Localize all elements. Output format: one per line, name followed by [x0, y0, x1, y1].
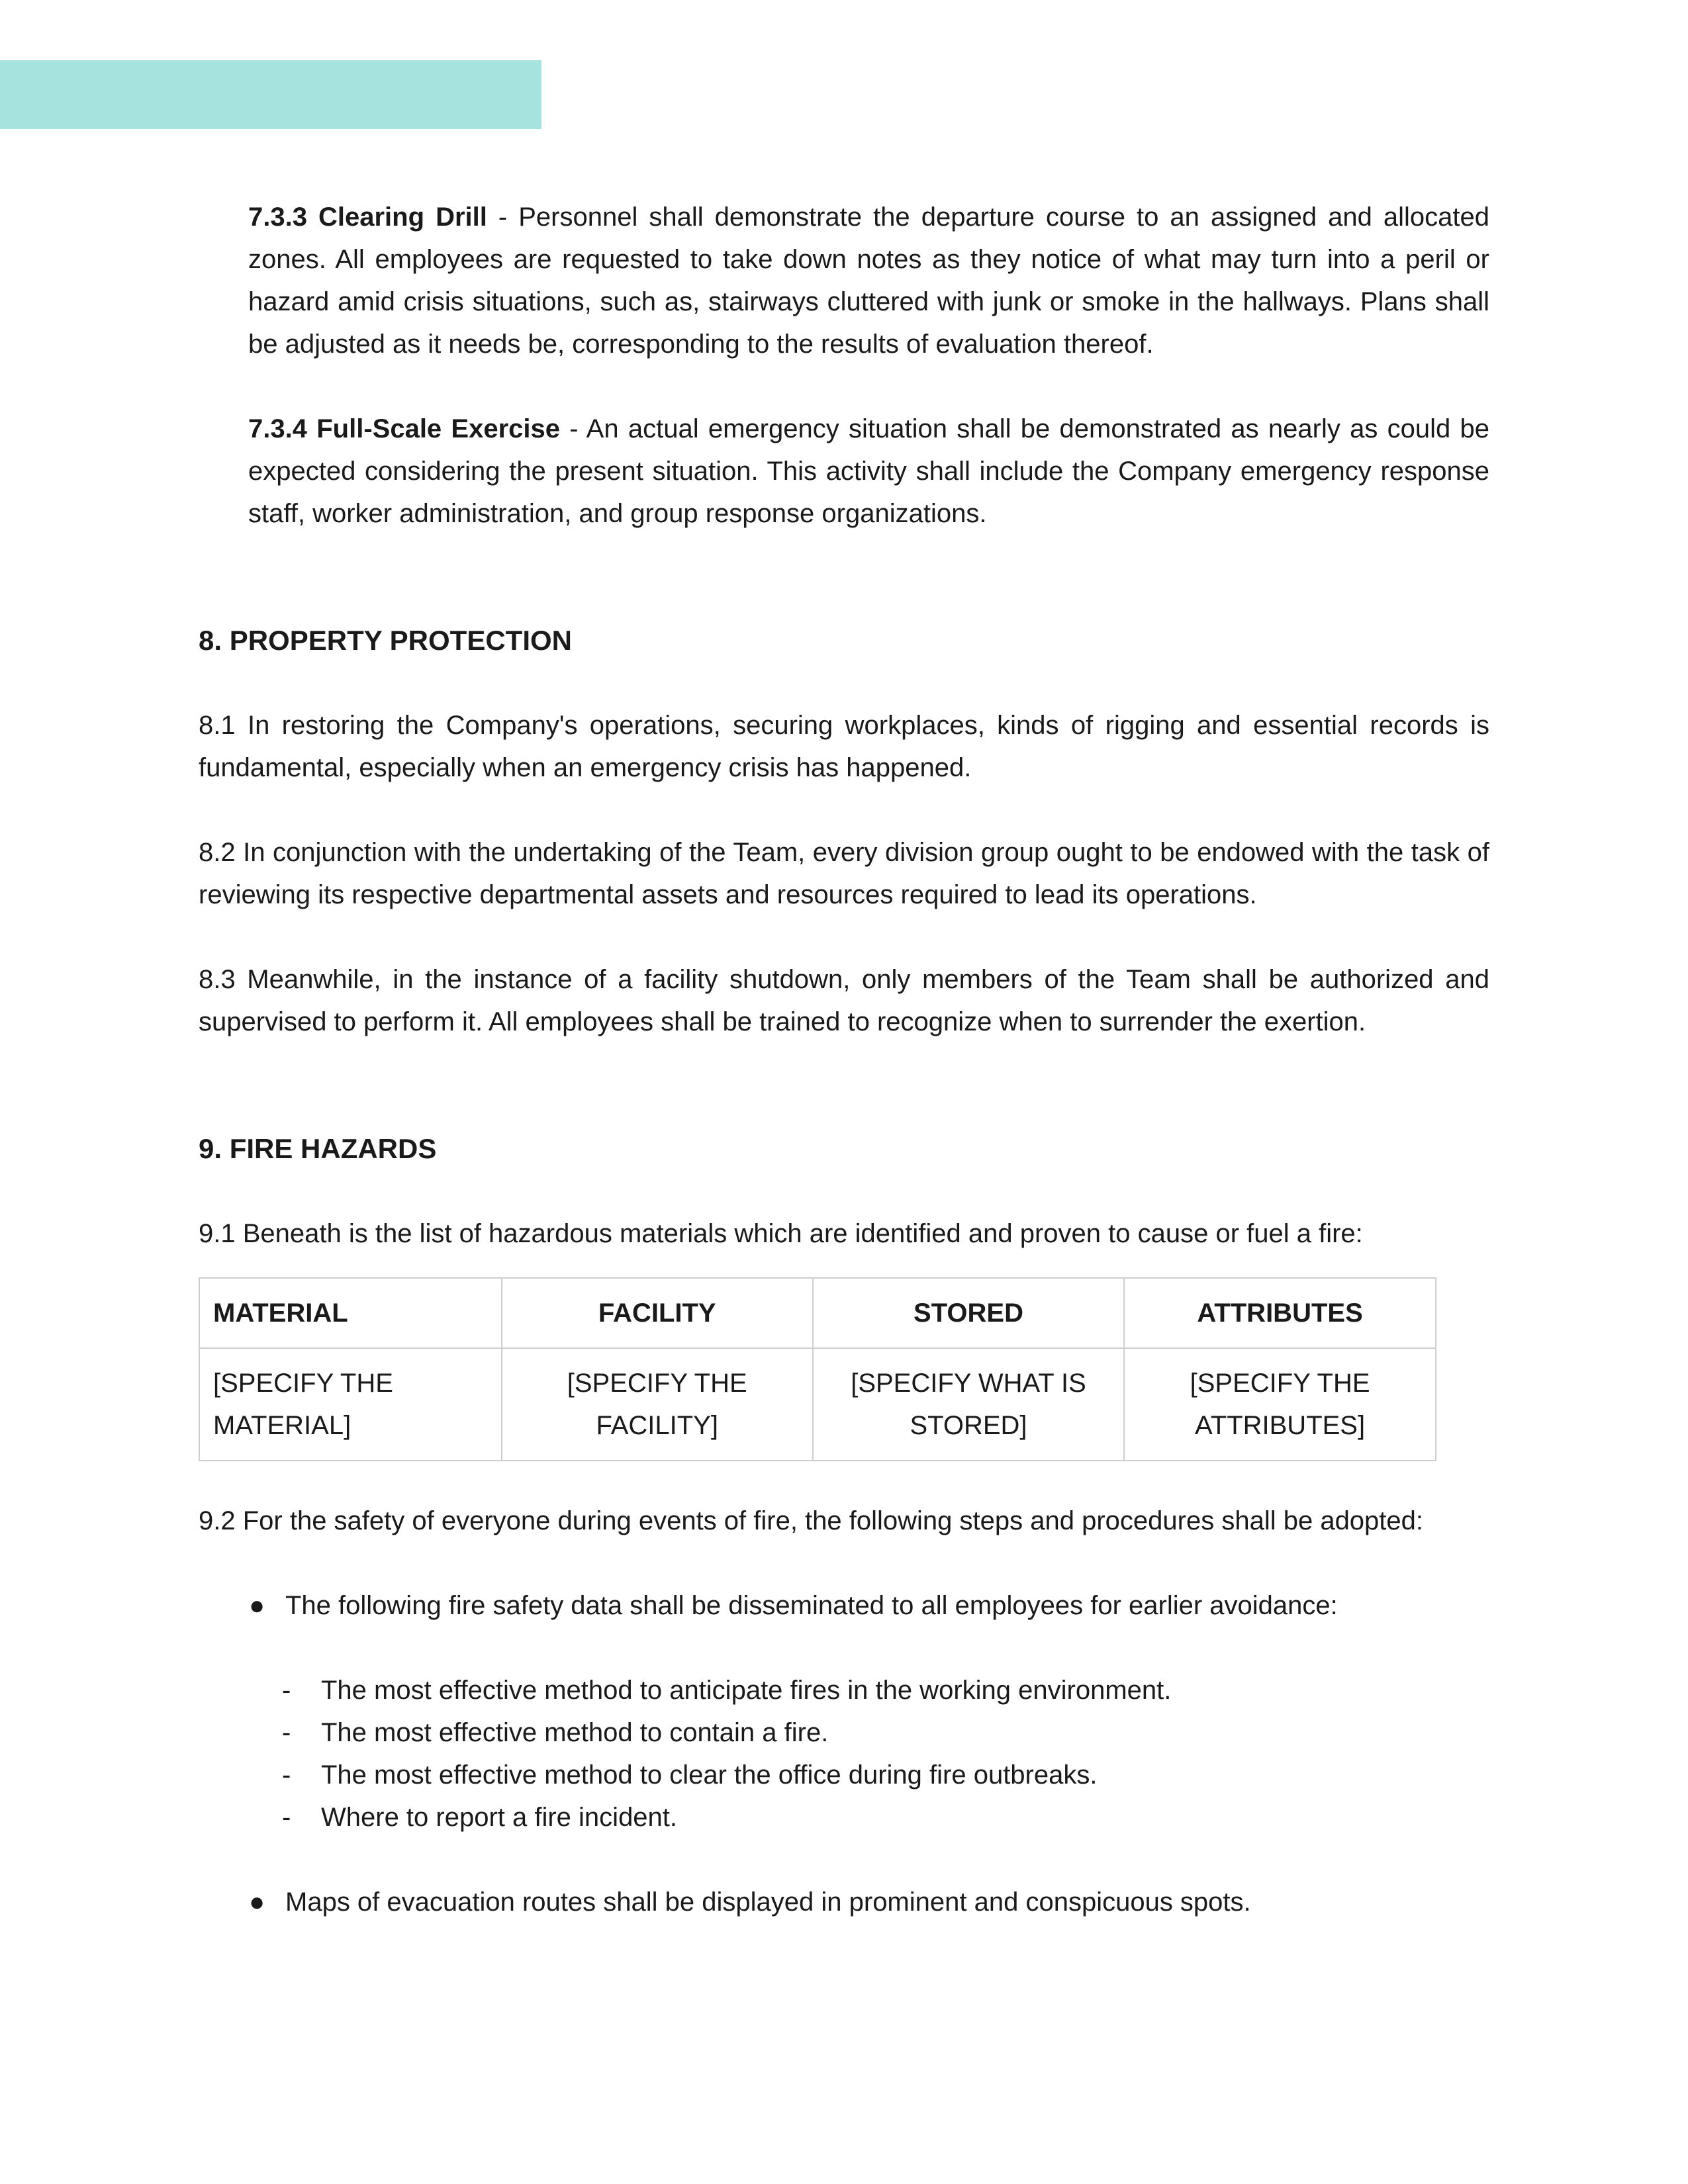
- dash-list: [199, 1669, 1489, 1839]
- dash-icon: -: [282, 1676, 291, 1705]
- table-row: [199, 1348, 1436, 1461]
- table-header-material: MATERIAL: [199, 1278, 502, 1348]
- paragraph-9-1: 9.1 Beneath is the list of hazardous materials which are identified and proven to cause or fuel a fire:: [199, 1219, 1363, 1248]
- bullet-text: Maps of evacuation routes shall be displayed in prominent and conspicuous spots.: [285, 1888, 1251, 1917]
- document-body: [199, 196, 1489, 1923]
- paragraph-7-3-3: [248, 196, 1489, 365]
- table-cell-stored: [SPECIFY WHAT IS STORED]: [813, 1348, 1124, 1461]
- dash-icon: -: [282, 1718, 291, 1747]
- paragraph-7-3-4: [248, 408, 1489, 535]
- list-item: [199, 1711, 1489, 1754]
- table-header-facility: FACILITY: [502, 1278, 813, 1348]
- paragraph-8-3: 8.3 Meanwhile, in the instance of a facility shutdown, only members of the Team shall be authorized and supervised to perform it. All employees shall be trained to recognize when to surrender the exertion.: [199, 965, 1489, 1036]
- table-cell-material: [SPECIFY THE MATERIAL]: [199, 1348, 502, 1461]
- list-item-text: The most effective method to clear the office during fire outbreaks.: [321, 1760, 1098, 1790]
- dash-icon: -: [282, 1803, 291, 1832]
- hazardous-materials-table: [199, 1277, 1436, 1461]
- subheading-7-3-4: 7.3.4 Full-Scale Exercise: [248, 414, 561, 443]
- bullet-item-fire-safety-data: [199, 1584, 1489, 1627]
- paragraph-8-1: 8.1 In restoring the Company's operations, securing workplaces, kinds of rigging and essential records is fundamental, especially when an emergency crisis has happened.: [199, 711, 1489, 782]
- table-cell-attributes: [SPECIFY THE ATTRIBUTES]: [1124, 1348, 1436, 1461]
- list-item: [199, 1669, 1489, 1711]
- list-item: [199, 1796, 1489, 1839]
- list-item-text: The most effective method to contain a fire.: [321, 1718, 829, 1747]
- paragraph-9-2: 9.2 For the safety of everyone during events of fire, the following steps and procedures shall be adopted:: [199, 1506, 1424, 1535]
- bullet-text: The following fire safety data shall be disseminated to all employees for earlier avoidance:: [285, 1591, 1338, 1620]
- section-heading-fire-hazards: 9. FIRE HAZARDS: [199, 1133, 437, 1164]
- list-item-text: The most effective method to anticipate fires in the working environment.: [321, 1676, 1172, 1705]
- paragraph-7-3-4-text: - An actual emergency situation shall be demonstrated as nearly as could be expected considering the present situation. This activity shall include the Company emergency response staff, worker administration, and group response organizations.: [248, 414, 1489, 528]
- bullet-item-evacuation-maps: [199, 1881, 1489, 1923]
- table-header-stored: STORED: [813, 1278, 1124, 1348]
- section-heading-property-protection: 8. PROPERTY PROTECTION: [199, 625, 572, 656]
- table-header-row: [199, 1278, 1436, 1348]
- paragraph-8-2: 8.2 In conjunction with the undertaking of the Team, every division group ought to be endowed with the task of reviewing its respective departmental assets and resources required to lead its operations.: [199, 838, 1489, 909]
- header-accent-bar: [0, 60, 541, 129]
- list-item-text: Where to report a fire incident.: [321, 1803, 678, 1832]
- paragraph-7-3-3-text: - Personnel shall demonstrate the departure course to an assigned and allocated zones. All employees are requested to take down notes as they notice of what may turn into a peril or hazard amid crisis situations, such as, stairways cluttered with junk or smoke in the hallways. Plans shall be adjusted as it needs be, corresponding to the results of evaluation thereof.: [248, 203, 1489, 359]
- bullet-icon: ●: [249, 1591, 265, 1620]
- table-header-attributes: ATTRIBUTES: [1124, 1278, 1436, 1348]
- bullet-icon: ●: [249, 1888, 265, 1917]
- dash-icon: -: [282, 1760, 291, 1790]
- subheading-7-3-3: 7.3.3 Clearing Drill: [248, 203, 487, 232]
- table-cell-facility: [SPECIFY THE FACILITY]: [502, 1348, 813, 1461]
- list-item: [199, 1754, 1489, 1796]
